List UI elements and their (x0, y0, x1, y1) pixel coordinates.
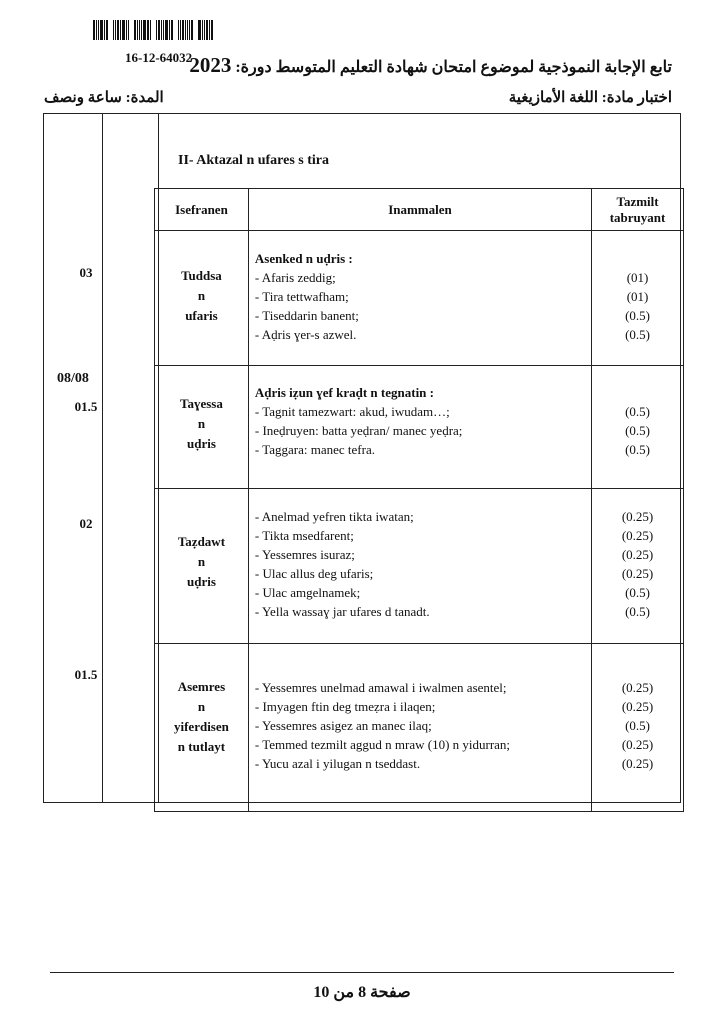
row-points: 02 (79, 516, 93, 531)
scores-cell (592, 489, 684, 644)
frame-divider (102, 114, 103, 802)
row-points: 03 (79, 265, 93, 280)
exam-year: 2023 (189, 53, 232, 77)
score-value: (0.25) (621, 547, 654, 562)
score-value: (01) (626, 270, 649, 285)
indicators-cell (248, 644, 591, 812)
score-value: (0.25) (621, 756, 654, 771)
indicator-item: - Tira tettwafham; (254, 289, 349, 304)
criterion-cell (155, 231, 249, 366)
score-value: (0.5) (625, 585, 650, 600)
page-title (189, 53, 672, 78)
document-code: 16-12-64032 (125, 50, 193, 65)
indicator-item: - Taggara: manec tefra. (254, 442, 375, 457)
row-points: 01.5 (74, 667, 98, 682)
criterion-line: n (197, 288, 206, 303)
column-header: Inammalen (248, 189, 591, 231)
criterion-line: Taẓdawt (177, 534, 226, 549)
indicator-item: - Aḍris ɣer-s azwel. (254, 327, 357, 342)
indicator-item: - Anelmad yefren tikta iwatan; (254, 509, 414, 524)
scores-cell (592, 366, 684, 489)
indicator-item: - Tikta msedfarent; (254, 528, 354, 543)
criterion-line: n (197, 416, 206, 431)
score-value: (0.25) (621, 509, 654, 524)
exam-subject: اختبار مادة: اللغة الأمازيغية (508, 90, 672, 106)
indicators-cell (248, 489, 591, 644)
row-points: 01.5 (74, 399, 98, 414)
criterion-line: n (197, 554, 206, 569)
table-header-row (155, 189, 684, 231)
score-value: (0.5) (625, 604, 650, 619)
column-header: Isefranen (155, 189, 249, 231)
score-value: (0.5) (625, 308, 650, 323)
section-title: II- Aktazal n ufares s tira (178, 153, 330, 168)
indicator-item: - Ineḍruyen: batta yeḍran/ manec yeḍra; (254, 423, 463, 438)
footer-divider (50, 972, 674, 973)
score-value: (0.5) (625, 423, 650, 438)
score-value: (0.25) (621, 737, 654, 752)
table-row (155, 489, 684, 644)
criterion-line: Tuddsa (181, 268, 222, 283)
criterion-line: yiferdisen (173, 719, 229, 734)
indicator-item: - Yucu azal i yilugan n tseddast. (254, 756, 421, 771)
indicator-item: - Yessemres unelmad amawal i iwalmen asentel; (254, 680, 507, 695)
score-value: (0.5) (625, 404, 650, 419)
title-text: تابع الإجابة النموذجية لموضوع امتحان شهادة التعليم المتوسط دورة: (235, 59, 672, 76)
indicator-item: - Yella wassaɣ jar ufares d tanadt. (254, 604, 430, 619)
indicator-item: - Temmed tezmilt aggud n mraw (10) n yidurran; (254, 737, 511, 752)
criterion-line: uḍris (186, 436, 216, 451)
table-row (155, 644, 684, 812)
indicator-item: - Yessemres asigez an manec ilaq; (254, 718, 432, 733)
criterion-cell (155, 489, 249, 644)
criterion-line: Taɣessa (180, 396, 223, 411)
total-grade: 08/08 (57, 371, 89, 386)
table-row (155, 366, 684, 489)
table-row (155, 231, 684, 366)
criterion-line: uḍris (186, 574, 216, 589)
indicator-item: - Tiseddarin banent; (254, 308, 359, 323)
indicator-item: - Ulac amgelnamek; (254, 585, 361, 600)
criterion-line: Asemres (177, 679, 226, 694)
score-value: (01) (626, 289, 649, 304)
score-value: (0.25) (621, 699, 654, 714)
column-header: Tazmilt tabruyant (592, 189, 684, 231)
criterion-line: n (197, 699, 206, 714)
indicator-title: Aḍris iẓun ɣef kraḍt n tegnatin : (254, 385, 434, 400)
indicator-item: - Tagnit tamezwart: akud, iwudam…; (254, 404, 450, 419)
indicator-item: - Afaris zeddig; (254, 270, 336, 285)
score-value: (0.5) (625, 327, 650, 342)
indicator-item: - Imyagen ftin deg tmeẓra i ilaqen; (254, 699, 436, 714)
indicators-cell (248, 231, 591, 366)
score-value: (0.5) (625, 442, 650, 457)
score-value: (0.25) (621, 566, 654, 581)
score-value: (0.5) (625, 718, 650, 733)
criterion-line: ufaris (185, 308, 218, 323)
criterion-line: n tutlayt (177, 739, 226, 754)
criterion-cell (155, 644, 249, 812)
page-number: صفحة 8 من 10 (313, 984, 411, 1001)
score-value: (0.25) (621, 680, 654, 695)
indicator-title: Asenked n uḍris : (254, 251, 353, 266)
indicators-cell (248, 366, 591, 489)
exam-duration: المدة: ساعة ونصف (44, 90, 164, 106)
indicator-item: - Ulac allus deg ufaris; (254, 566, 374, 581)
criterion-cell (155, 366, 249, 489)
scores-cell (592, 644, 684, 812)
indicator-item: - Yessemres isuraz; (254, 547, 355, 562)
scores-cell (592, 231, 684, 366)
scoring-table (154, 188, 684, 812)
barcode (93, 20, 223, 40)
score-value: (0.25) (621, 528, 654, 543)
